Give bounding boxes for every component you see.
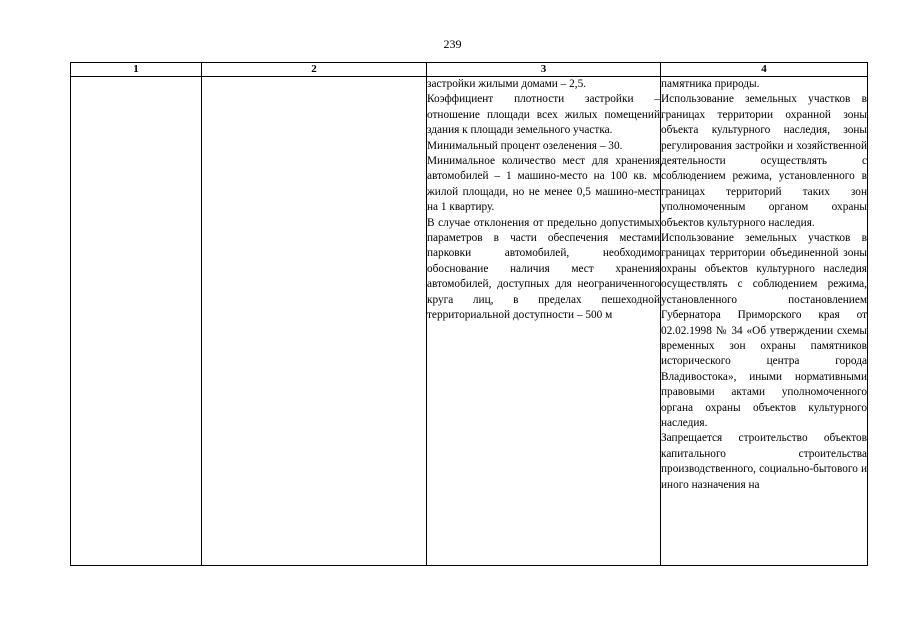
- col3-paragraph: застройки жилыми домами – 2,5.: [427, 78, 587, 90]
- col4-paragraph: Запрещается строительство объектов капитального строительства производственного, социально-бытового и иного назначения на: [661, 432, 867, 491]
- page-number: 239: [443, 37, 462, 51]
- col3-paragraph: Коэффициент плотности застройки – отношение площади всех жилых помещений здания к площади земельного участка.: [427, 93, 660, 137]
- col4-paragraph: Использование земельных участков в границах территории охранной зоны объекта культурного наследия, зоны регулирования застройки и хозяйственной деятельности осуществлять с соблюдением режима, установленного в границах территорий таких зон уполномоченным органом охраны объектов культурного наследия.: [661, 93, 867, 229]
- cell-col-1: [71, 77, 202, 566]
- column-header-4: 4: [661, 63, 868, 77]
- table-header-row: [71, 63, 868, 77]
- col4-paragraph: Использование земельных участков в границах территории объединенной зоны охраны объектов культурного наследия осуществлять с соблюдением режима, установленного постановлением Губернатора Приморского края от 02.02.1998 № 34 «Об утверждении схемы временных зон охраны памятников исторического центра города Владивостока», иными нормативными правовыми актами уполномоченного органа охраны объектов культурного наследия.: [661, 232, 867, 429]
- col3-paragraph: Минимальный процент озеленения – 30.: [427, 139, 623, 152]
- cell-col-2: [202, 77, 427, 566]
- col4-paragraph: памятника природы.: [661, 78, 760, 90]
- column-header-2: 2: [202, 63, 427, 77]
- column-header-1: 1: [71, 63, 202, 77]
- col3-paragraph: В случае отклонения от предельно допустимых параметров в части обеспечения местами парковки автомобилей, необходимо обоснование наличия мест хранения автомобилей, доступных для неограниченного круга лиц, в пределах пешеходной территориальной доступности – 500 м: [427, 216, 660, 322]
- cell-col-4: [661, 77, 868, 566]
- cell-col-3: [427, 77, 661, 566]
- table-row: [71, 77, 868, 566]
- col3-paragraph: Минимальное количество мест для хранения автомобилей – 1 машино-место на 100 кв. м жилой площади, но не менее 0,5 машино-мест на 1 квартиру.: [427, 155, 660, 214]
- column-header-3: 3: [427, 63, 661, 77]
- regulations-table: [70, 62, 868, 566]
